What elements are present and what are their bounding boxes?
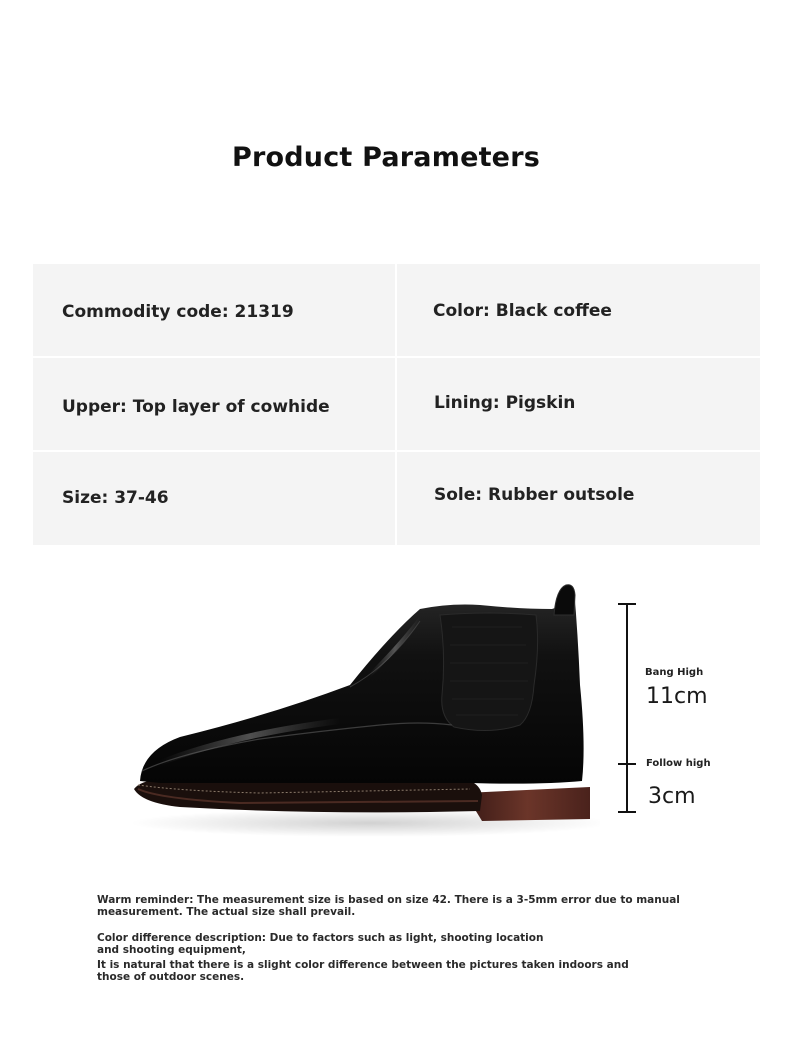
page-title: Product Parameters (232, 142, 540, 173)
heel-height-label: Follow high (646, 758, 711, 769)
heel-height-value: 3cm (648, 784, 696, 809)
warm-reminder: Warm reminder: The measurement size is based on size 42. There is a 3-5mm error due to manual measurement. The actual size shall prevail. (97, 894, 680, 918)
color-difference-note: Color difference description: Due to factors such as light, shooting location and shooting equipment, (97, 932, 544, 956)
chelsea-boot-image (120, 575, 600, 845)
param-upper: Upper: Top layer of cowhide (62, 397, 330, 417)
product-image (120, 575, 600, 845)
table-divider (33, 450, 760, 452)
param-color: Color: Black coffee (433, 301, 612, 321)
param-sole: Sole: Rubber outsole (434, 485, 635, 505)
measurement-guide (615, 600, 645, 816)
param-lining: Lining: Pigskin (434, 393, 576, 413)
param-size: Size: 37-46 (62, 488, 169, 508)
bang-height-value: 11cm (646, 684, 708, 709)
notes-section (97, 894, 757, 983)
table-divider (33, 356, 760, 358)
measurement-ruler (615, 600, 645, 816)
param-commodity-code: Commodity code: 21319 (62, 302, 294, 322)
table-divider (395, 264, 397, 545)
color-difference-note-cont: It is natural that there is a slight color difference between the pictures taken indoors and those of outdoor scenes. (97, 959, 629, 983)
bang-height-label: Bang High (645, 667, 704, 678)
parameters-table (33, 264, 760, 545)
